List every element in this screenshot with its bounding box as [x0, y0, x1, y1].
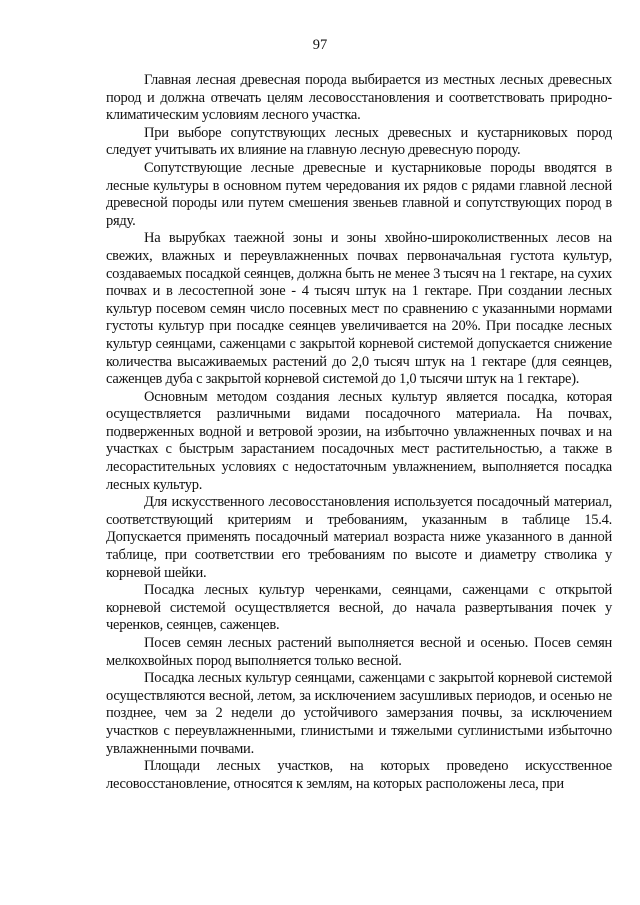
- paragraph: Для искусственного лесовосстановления используется посадочный материал, соответствующий критериям и требованиям, указанным в таблице 15.4. Допускается применять посадочный материал возраста ниже указанного в данной таблице, при соответствии его требованиям по высоте и диаметру стволика у корневой шейки.: [106, 494, 612, 581]
- paragraph: Главная лесная древесная порода выбирается из местных лесных древесных пород и должна отвечать целям лесовосстановления и соответствовать природно-климатическим условиям лесного участка.: [106, 72, 612, 124]
- paragraph: Посадка лесных культур сеянцами, саженцами с закрытой корневой системой осуществляются весной, летом, за исключением засушливых периодов, и осенью не позднее, чем за 2 недели до устойчивого замерзания почвы, за исключением участков с переувлажненными, глинистыми и тяжелыми суглинистыми избыточно увлажненными почвами.: [106, 670, 612, 757]
- paragraph: Сопутствующие лесные древесные и кустарниковые породы вводятся в лесные культуры в основном путем чередования их рядов с рядами главной лесной древесной породы или путем смешения звеньев главной и сопутствующих пород в ряду.: [106, 159, 612, 229]
- paragraph: При выборе сопутствующих лесных древесных и кустарниковых пород следует учитывать их влияние на главную лесную древесную породу.: [106, 124, 612, 159]
- paragraph: На вырубках таежной зоны и зоны хвойно-широколиственных лесов на свежих, влажных и переувлажненных почвах первоначальная густота культур, создаваемых посадкой сеянцев, должна быть не менее 3 тысяч на 1 гектаре, на сухих почвах и в лесостепной зоне - 4 тысяч штук на 1 гектаре. При создании лесных культур посевом семян число посевных мест по сравнению с указанными нормами густоты культур при посадке сеянцев увеличивается на 20%. При посадке лесных культур сеянцами, саженцами с закрытой корневой системой допускается снижение количества высаживаемых растений до 2,0 тысяч штук на 1 гектаре (для сеянцев, саженцев дуба с закрытой корневой системой до 1,0 тысячи штук на 1 гектаре).: [106, 230, 612, 388]
- page-number: 97: [312, 37, 328, 53]
- paragraph: Посадка лесных культур черенками, сеянцами, саженцами с открытой корневой системой осуществляется весной, до начала развертывания почек у черенков, сеянцев, саженцев.: [106, 582, 612, 634]
- body-text: [106, 72, 612, 793]
- paragraph: Посев семян лесных растений выполняется весной и осенью. Посев семян мелкохвойных пород выполняется только весной.: [106, 635, 612, 669]
- paragraph: Площади лесных участков, на которых проведено искусственное лесовосстановление, относятся к землям, на которых расположены леса, при: [106, 758, 612, 792]
- paragraph: Основным методом создания лесных культур является посадка, которая осуществляется различными видами посадочного материала. На почвах, подверженных водной и ветровой эрозии, на избыточно увлажненных почвах и на участках с быстрым зарастанием посадочных мест растительностью, а также в лесорастительных условиях с недостаточным увлажнением, выполняется посадка лесных культур.: [106, 388, 612, 493]
